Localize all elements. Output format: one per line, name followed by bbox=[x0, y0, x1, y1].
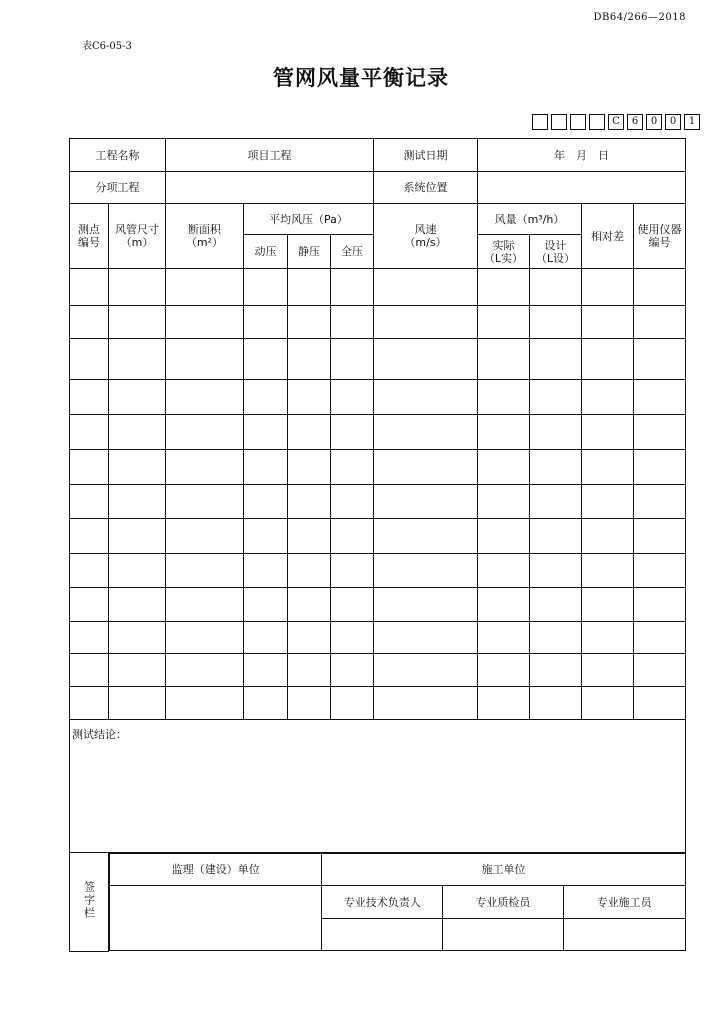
table-cell[interactable] bbox=[582, 654, 634, 687]
table-cell[interactable] bbox=[109, 380, 166, 415]
record-code-boxes bbox=[532, 114, 700, 130]
signature-section-label: 签字栏 bbox=[70, 853, 109, 952]
tech-lead-label: 专业技术负责人 bbox=[322, 886, 443, 919]
table-cell[interactable] bbox=[582, 554, 634, 588]
table-cell[interactable] bbox=[530, 339, 582, 380]
table-cell[interactable] bbox=[70, 450, 109, 485]
col-relative-diff: 相对差 bbox=[582, 204, 634, 269]
table-cell[interactable] bbox=[374, 339, 478, 380]
table-cell[interactable] bbox=[244, 588, 288, 622]
table-cell[interactable] bbox=[374, 654, 478, 687]
code-box[interactable] bbox=[532, 114, 548, 130]
table-cell[interactable] bbox=[166, 269, 244, 306]
table-cell[interactable] bbox=[530, 485, 582, 519]
table-cell[interactable] bbox=[634, 269, 686, 306]
table-cell[interactable] bbox=[582, 269, 634, 306]
col-dynamic-pressure: 动压 bbox=[244, 235, 288, 269]
table-cell[interactable] bbox=[582, 622, 634, 654]
table-cell[interactable] bbox=[478, 519, 530, 554]
col-actual-volume: 实际 （L实） bbox=[478, 235, 530, 269]
table-cell[interactable] bbox=[244, 519, 288, 554]
table-cell[interactable] bbox=[530, 554, 582, 588]
table-cell[interactable] bbox=[288, 622, 331, 654]
table-cell[interactable] bbox=[634, 687, 686, 720]
col-instrument-no: 使用仪器 编号 bbox=[634, 204, 686, 269]
table-cell[interactable] bbox=[109, 654, 166, 687]
table-cell[interactable] bbox=[70, 339, 109, 380]
table-cell[interactable] bbox=[478, 554, 530, 588]
table-cell[interactable] bbox=[244, 306, 288, 339]
table-cell[interactable] bbox=[374, 687, 478, 720]
col-avg-pressure: 平均风压（Pa） bbox=[244, 204, 374, 235]
table-cell[interactable] bbox=[244, 339, 288, 380]
table-cell[interactable] bbox=[288, 687, 331, 720]
foreman-signature-field[interactable] bbox=[563, 919, 685, 951]
code-box[interactable]: 6 bbox=[627, 114, 643, 130]
table-cell[interactable] bbox=[478, 269, 530, 306]
supervision-signature-field[interactable] bbox=[110, 886, 322, 951]
table-cell[interactable] bbox=[582, 415, 634, 450]
table-cell[interactable] bbox=[331, 519, 374, 554]
table-cell[interactable] bbox=[331, 269, 374, 306]
table-cell[interactable] bbox=[244, 554, 288, 588]
table-cell[interactable] bbox=[166, 687, 244, 720]
table-cell[interactable] bbox=[331, 339, 374, 380]
col-design-volume: 设计 （L设） bbox=[530, 235, 582, 269]
table-cell[interactable] bbox=[331, 654, 374, 687]
table-cell[interactable] bbox=[244, 485, 288, 519]
table-cell[interactable] bbox=[530, 622, 582, 654]
table-cell[interactable] bbox=[374, 415, 478, 450]
table-cell[interactable] bbox=[331, 554, 374, 588]
table-cell[interactable] bbox=[530, 588, 582, 622]
table-cell[interactable] bbox=[374, 380, 478, 415]
table-cell[interactable] bbox=[109, 588, 166, 622]
table-cell[interactable] bbox=[530, 519, 582, 554]
table-cell[interactable] bbox=[530, 687, 582, 720]
supervision-unit-label: 监理（建设）单位 bbox=[110, 854, 322, 886]
table-cell[interactable] bbox=[109, 485, 166, 519]
test-date-value[interactable]: 年 月 日 bbox=[478, 139, 686, 172]
construction-unit-label: 施工单位 bbox=[322, 854, 685, 886]
page-title: 管网风量平衡记录 bbox=[273, 66, 449, 90]
table-cell[interactable] bbox=[582, 380, 634, 415]
table-cell[interactable] bbox=[634, 450, 686, 485]
table-cell[interactable] bbox=[166, 415, 244, 450]
project-name-label: 工程名称 bbox=[70, 139, 166, 172]
table-cell[interactable] bbox=[109, 450, 166, 485]
table-row bbox=[70, 485, 686, 519]
table-cell[interactable] bbox=[109, 554, 166, 588]
standard-number: DB64/266—2018 bbox=[593, 12, 686, 23]
tech-lead-signature-field[interactable] bbox=[322, 919, 443, 951]
table-cell[interactable] bbox=[331, 415, 374, 450]
table-cell[interactable] bbox=[478, 687, 530, 720]
code-box[interactable] bbox=[570, 114, 586, 130]
table-cell[interactable] bbox=[70, 654, 109, 687]
table-cell[interactable] bbox=[109, 339, 166, 380]
col-section-area: 断面积 （m²） bbox=[166, 204, 244, 269]
table-cell[interactable] bbox=[244, 654, 288, 687]
table-row bbox=[70, 622, 686, 654]
table-cell[interactable] bbox=[288, 485, 331, 519]
table-cell[interactable] bbox=[109, 622, 166, 654]
table-cell[interactable] bbox=[244, 269, 288, 306]
table-row bbox=[70, 554, 686, 588]
table-cell[interactable] bbox=[288, 306, 331, 339]
test-conclusion[interactable] bbox=[70, 720, 686, 853]
test-conclusion-label: 测试结论： bbox=[72, 728, 127, 741]
table-cell[interactable] bbox=[70, 415, 109, 450]
table-cell[interactable] bbox=[109, 415, 166, 450]
table-cell[interactable] bbox=[374, 485, 478, 519]
table-cell[interactable] bbox=[478, 450, 530, 485]
table-cell[interactable] bbox=[70, 380, 109, 415]
table-cell[interactable] bbox=[374, 519, 478, 554]
table-cell[interactable] bbox=[244, 687, 288, 720]
table-cell[interactable] bbox=[374, 269, 478, 306]
subproject-label: 分项工程 bbox=[70, 172, 166, 204]
table-cell[interactable] bbox=[530, 380, 582, 415]
table-cell[interactable] bbox=[166, 519, 244, 554]
table-cell[interactable] bbox=[530, 269, 582, 306]
table-cell[interactable] bbox=[634, 622, 686, 654]
table-cell[interactable] bbox=[634, 306, 686, 339]
table-cell[interactable] bbox=[166, 306, 244, 339]
table-cell[interactable] bbox=[70, 588, 109, 622]
table-cell[interactable] bbox=[70, 554, 109, 588]
table-cell[interactable] bbox=[109, 269, 166, 306]
table-row bbox=[70, 687, 686, 720]
table-row bbox=[70, 588, 686, 622]
table-cell[interactable] bbox=[478, 588, 530, 622]
table-row bbox=[70, 450, 686, 485]
subproject-value[interactable] bbox=[166, 172, 374, 204]
table-cell[interactable] bbox=[634, 654, 686, 687]
table-cell[interactable] bbox=[288, 588, 331, 622]
table-cell[interactable] bbox=[582, 339, 634, 380]
table-cell[interactable] bbox=[634, 554, 686, 588]
table-cell[interactable] bbox=[582, 450, 634, 485]
table-row bbox=[70, 269, 686, 306]
code-box[interactable]: 0 bbox=[646, 114, 662, 130]
table-cell[interactable] bbox=[288, 654, 331, 687]
quality-inspector-signature-field[interactable] bbox=[443, 919, 564, 951]
signature-table bbox=[109, 853, 686, 951]
table-row bbox=[70, 415, 686, 450]
table-cell[interactable] bbox=[374, 622, 478, 654]
table-cell[interactable] bbox=[70, 622, 109, 654]
test-date-label: 测试日期 bbox=[374, 139, 478, 172]
system-location-label: 系统位置 bbox=[374, 172, 478, 204]
table-cell[interactable] bbox=[109, 687, 166, 720]
table-cell[interactable] bbox=[166, 485, 244, 519]
table-cell[interactable] bbox=[374, 306, 478, 339]
table-cell[interactable] bbox=[478, 654, 530, 687]
table-cell[interactable] bbox=[70, 519, 109, 554]
table-row bbox=[70, 306, 686, 339]
table-cell[interactable] bbox=[582, 687, 634, 720]
table-cell[interactable] bbox=[634, 339, 686, 380]
table-cell[interactable] bbox=[530, 654, 582, 687]
table-cell[interactable] bbox=[331, 622, 374, 654]
table-cell[interactable] bbox=[288, 269, 331, 306]
table-cell[interactable] bbox=[331, 485, 374, 519]
table-cell[interactable] bbox=[109, 306, 166, 339]
table-cell[interactable] bbox=[331, 380, 374, 415]
table-cell[interactable] bbox=[478, 306, 530, 339]
table-cell[interactable] bbox=[288, 519, 331, 554]
code-box[interactable] bbox=[589, 114, 605, 130]
table-cell[interactable] bbox=[288, 450, 331, 485]
table-cell[interactable] bbox=[244, 380, 288, 415]
table-row bbox=[70, 519, 686, 554]
table-cell[interactable] bbox=[374, 554, 478, 588]
table-cell[interactable] bbox=[166, 450, 244, 485]
table-cell[interactable] bbox=[70, 269, 109, 306]
foreman-label: 专业施工员 bbox=[563, 886, 685, 919]
table-cell[interactable] bbox=[244, 450, 288, 485]
table-cell[interactable] bbox=[478, 415, 530, 450]
table-cell[interactable] bbox=[166, 622, 244, 654]
table-row bbox=[70, 654, 686, 687]
table-cell[interactable] bbox=[374, 588, 478, 622]
table-cell[interactable] bbox=[288, 339, 331, 380]
col-total-pressure: 全压 bbox=[331, 235, 374, 269]
table-cell[interactable] bbox=[530, 450, 582, 485]
col-velocity: 风速 （m/s） bbox=[374, 204, 478, 269]
table-cell[interactable] bbox=[244, 415, 288, 450]
table-cell[interactable] bbox=[478, 485, 530, 519]
signature-area bbox=[109, 853, 686, 952]
table-cell[interactable] bbox=[166, 554, 244, 588]
table-cell[interactable] bbox=[634, 380, 686, 415]
table-cell[interactable] bbox=[288, 380, 331, 415]
table-row bbox=[70, 380, 686, 415]
table-cell[interactable] bbox=[582, 306, 634, 339]
table-cell[interactable] bbox=[331, 306, 374, 339]
table-cell[interactable] bbox=[166, 588, 244, 622]
quality-inspector-label: 专业质检员 bbox=[443, 886, 564, 919]
table-cell[interactable] bbox=[530, 415, 582, 450]
table-cell[interactable] bbox=[478, 380, 530, 415]
table-cell[interactable] bbox=[478, 622, 530, 654]
table-cell[interactable] bbox=[288, 554, 331, 588]
table-cell[interactable] bbox=[582, 519, 634, 554]
col-point-no: 测点 编号 bbox=[70, 204, 109, 269]
table-cell[interactable] bbox=[374, 450, 478, 485]
table-cell[interactable] bbox=[634, 415, 686, 450]
col-static-pressure: 静压 bbox=[288, 235, 331, 269]
table-cell[interactable] bbox=[530, 306, 582, 339]
table-cell[interactable] bbox=[478, 339, 530, 380]
code-box[interactable]: 0 bbox=[665, 114, 681, 130]
project-name-value[interactable]: 项目工程 bbox=[166, 139, 374, 172]
table-cell[interactable] bbox=[331, 450, 374, 485]
system-location-value[interactable] bbox=[478, 172, 686, 204]
table-cell[interactable] bbox=[109, 519, 166, 554]
code-box[interactable] bbox=[551, 114, 567, 130]
table-cell[interactable] bbox=[582, 588, 634, 622]
table-cell[interactable] bbox=[166, 339, 244, 380]
code-box[interactable]: 1 bbox=[684, 114, 700, 130]
table-row bbox=[70, 339, 686, 380]
table-cell[interactable] bbox=[331, 588, 374, 622]
table-cell[interactable] bbox=[70, 306, 109, 339]
table-cell[interactable] bbox=[166, 380, 244, 415]
col-duct-size: 风管尺寸 （m） bbox=[109, 204, 166, 269]
table-cell[interactable] bbox=[331, 687, 374, 720]
record-table bbox=[69, 138, 686, 952]
table-cell[interactable] bbox=[166, 654, 244, 687]
code-box[interactable]: C bbox=[608, 114, 624, 130]
table-cell[interactable] bbox=[582, 485, 634, 519]
form-number: 表C6-05-3 bbox=[82, 41, 132, 52]
table-cell[interactable] bbox=[70, 485, 109, 519]
table-cell[interactable] bbox=[634, 519, 686, 554]
table-cell[interactable] bbox=[634, 485, 686, 519]
table-cell[interactable] bbox=[244, 622, 288, 654]
table-cell[interactable] bbox=[288, 415, 331, 450]
col-air-volume: 风量（m³/h） bbox=[478, 204, 582, 235]
table-cell[interactable] bbox=[634, 588, 686, 622]
table-cell[interactable] bbox=[70, 687, 109, 720]
